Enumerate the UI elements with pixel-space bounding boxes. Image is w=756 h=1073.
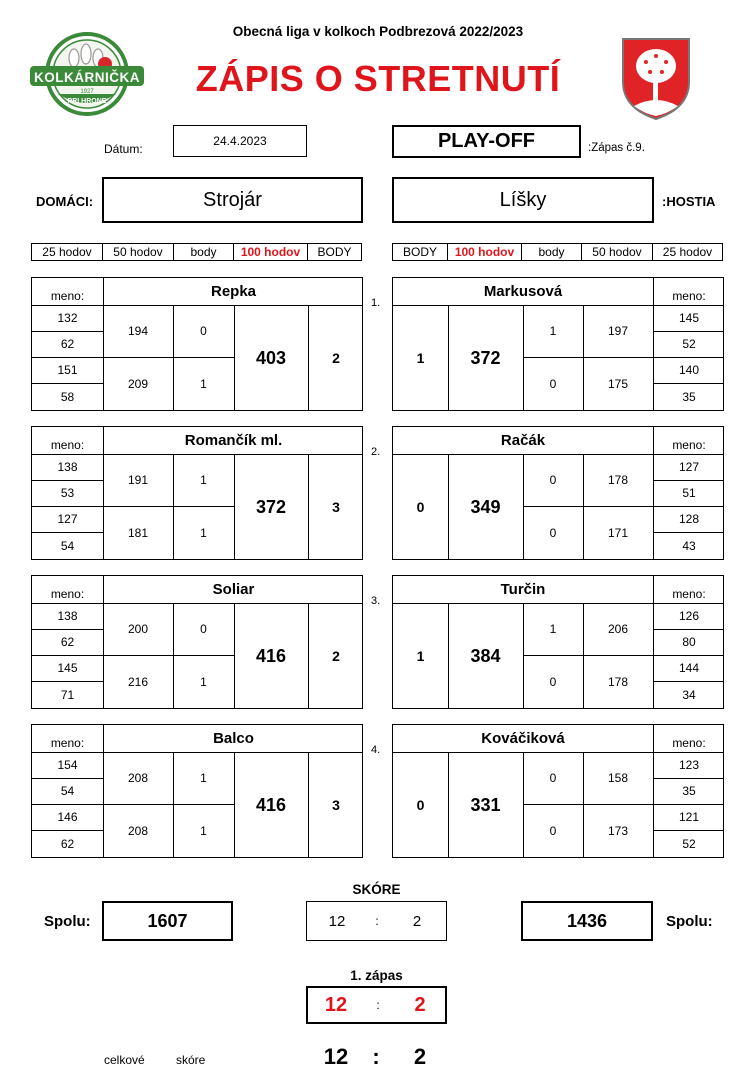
away-total-100: 349 (470, 496, 501, 517)
set-points: 1 (549, 324, 557, 338)
score-25-hodov: 53 (60, 486, 75, 500)
overall-label-1: celkové (104, 1053, 145, 1067)
home-total-100: 416 (255, 794, 287, 815)
league-title: Obecná liga v kolkoch Podbrezová 2022/2023 (232, 24, 524, 39)
score-25-hodov: 62 (60, 635, 75, 649)
set-points: 0 (200, 324, 207, 338)
score-50-hodov: 209 (127, 377, 149, 391)
score-25-hodov: 58 (60, 390, 75, 404)
home-body: 2 (332, 350, 340, 366)
away-total-100: 384 (470, 645, 501, 666)
score-50-hodov: 191 (127, 473, 149, 487)
score-25-hodov: 52 (682, 337, 696, 351)
away-body: 0 (416, 797, 425, 813)
score-25-hodov: 62 (60, 837, 75, 851)
score-25-hodov: 51 (682, 486, 696, 500)
away-grand-total: 1436 (521, 901, 653, 941)
away-total-100: 331 (470, 794, 501, 815)
away-player-name: Turčin (500, 581, 546, 598)
score-25-hodov: 35 (682, 390, 696, 404)
set-points: 1 (200, 377, 207, 391)
set-points: 1 (200, 824, 207, 838)
meno-label: meno: (672, 288, 706, 303)
away-spolu-label: Spolu: (666, 913, 713, 930)
page-title: ZÁPIS O STRETNUTÍ (195, 58, 561, 99)
home-player-card (31, 277, 363, 411)
home-total-100: 372 (255, 496, 287, 517)
date-value: 24.4.2023 (173, 125, 307, 157)
score-25-hodov: 144 (678, 661, 700, 675)
duel-number: 2. (371, 446, 381, 458)
home-total-100: 403 (255, 347, 287, 368)
kolkarnicka-logo (28, 28, 146, 120)
score-25-hodov: 80 (682, 635, 696, 649)
home-player-name: Repka (210, 283, 257, 300)
overall-home: 12 (323, 1044, 349, 1069)
score-50-hodov: 200 (127, 622, 149, 636)
first-match-colon: : (376, 998, 380, 1012)
score-25-hodov: 127 (678, 460, 700, 474)
away-team-name: Líšky (392, 177, 654, 223)
set-points: 1 (200, 771, 207, 785)
overall-label-2: skóre (176, 1053, 206, 1067)
logo-year: 1927 (80, 89, 94, 95)
score-50-hodov: 194 (127, 324, 149, 338)
score-25-hodov: 62 (60, 337, 75, 351)
meno-label: meno: (672, 586, 706, 601)
set-points: 0 (549, 771, 557, 785)
header-body: body (173, 243, 234, 261)
overall-colon: : (372, 1044, 380, 1069)
logo-text: KOLKÁRNIČKA (34, 69, 140, 85)
score-25-hodov: 123 (678, 758, 700, 772)
set-points: 0 (549, 675, 557, 689)
meno-label: meno: (50, 586, 85, 601)
score-25-hodov: 121 (678, 810, 700, 824)
home-body: 3 (332, 797, 340, 813)
score-25-hodov: 145 (57, 661, 78, 675)
score-50-hodov: 178 (607, 675, 629, 689)
header-50-hodov: 50 hodov (581, 243, 653, 261)
home-label: DOMÁCI: (36, 194, 94, 209)
home-body: 3 (332, 499, 340, 515)
header-25-hodov: 25 hodov (652, 243, 723, 261)
score-25-hodov: 126 (678, 609, 700, 623)
away-player-name: Kováčiková (481, 730, 565, 747)
header-100-hodov: 100 hodov (447, 243, 522, 261)
duel-number: 4. (371, 744, 381, 756)
score-25-hodov: 138 (57, 460, 78, 474)
first-match-away: 2 (414, 993, 426, 1016)
phase-box: PLAY-OFF (392, 125, 581, 158)
score-25-hodov: 127 (57, 512, 78, 526)
meno-label: meno: (672, 437, 706, 452)
score-25-hodov: 43 (682, 539, 696, 553)
home-grand-total: 1607 (102, 901, 233, 941)
home-team-name: Strojár (102, 177, 363, 223)
coat-of-arms-icon (620, 36, 692, 122)
away-player-name: Markusová (483, 283, 563, 300)
away-player-name: Račák (500, 432, 546, 449)
meno-label: meno: (50, 288, 85, 303)
away-player-card (392, 426, 724, 560)
set-points: 0 (549, 526, 557, 540)
set-points: 0 (549, 473, 557, 487)
duel-number: 1. (371, 297, 381, 309)
set-points: 0 (200, 622, 207, 636)
score-25-hodov: 138 (57, 609, 78, 623)
score-25-hodov: 140 (678, 363, 700, 377)
score-50-hodov: 216 (127, 675, 149, 689)
header-body: body (521, 243, 582, 261)
home-player-card (31, 724, 363, 858)
header-25-hodov: 25 hodov (31, 243, 103, 261)
home-spolu-label: Spolu: (44, 913, 91, 930)
set-points: 1 (200, 675, 207, 689)
score-50-hodov: 208 (127, 824, 149, 838)
meno-label: meno: (50, 735, 85, 750)
first-match-label: 1. zápas (350, 967, 403, 983)
first-match-home: 12 (324, 993, 348, 1016)
set-points: 0 (549, 377, 557, 391)
away-body: 1 (416, 350, 425, 366)
home-body: 2 (332, 648, 340, 664)
away-label: :HOSTIA (662, 194, 716, 209)
home-total-100: 416 (255, 645, 287, 666)
away-player-card (392, 724, 724, 858)
score-50-hodov: 197 (607, 324, 629, 338)
away-body: 0 (416, 499, 425, 515)
score-25-hodov: 35 (682, 784, 696, 798)
logo-sub: PRI HRONE (67, 98, 107, 105)
home-player-name: Soliar (212, 581, 255, 598)
header-body-total: BODY (307, 243, 362, 261)
header-100-hodov: 100 hodov (233, 243, 308, 261)
away-player-card (392, 277, 724, 411)
score-25-hodov: 146 (57, 810, 78, 824)
away-player-card (392, 575, 724, 709)
score-colon: : (375, 914, 379, 928)
score-25-hodov: 132 (57, 311, 78, 325)
score-25-hodov: 128 (678, 512, 700, 526)
meno-label: meno: (50, 437, 85, 452)
set-points: 1 (200, 473, 207, 487)
home-column-headers (31, 243, 362, 261)
set-points: 1 (200, 526, 207, 540)
home-player-card (31, 575, 363, 709)
score-away: 2 (412, 912, 422, 930)
away-column-headers (392, 243, 723, 261)
header-body-total: BODY (392, 243, 448, 261)
score-50-hodov: 173 (607, 824, 629, 838)
score-25-hodov: 52 (682, 837, 696, 851)
score-25-hodov: 151 (57, 363, 78, 377)
score-50-hodov: 181 (127, 526, 149, 540)
date-label: Dátum: (104, 142, 143, 156)
score-50-hodov: 158 (607, 771, 629, 785)
score-25-hodov: 145 (678, 311, 700, 325)
match-number: :Zápas č.9. (588, 142, 645, 154)
score-25-hodov: 54 (60, 784, 75, 798)
score-50-hodov: 206 (607, 622, 629, 636)
meno-label: meno: (672, 735, 706, 750)
score-25-hodov: 34 (682, 688, 696, 702)
score-50-hodov: 175 (607, 377, 629, 391)
set-points: 1 (549, 622, 557, 636)
score-50-hodov: 208 (127, 771, 149, 785)
set-points: 0 (549, 824, 557, 838)
score-50-hodov: 178 (607, 473, 629, 487)
score-label: SKÓRE (352, 881, 401, 897)
score-50-hodov: 171 (607, 526, 629, 540)
overall-away: 2 (413, 1044, 427, 1069)
home-player-card (31, 426, 363, 560)
score-25-hodov: 71 (60, 688, 75, 702)
score-25-hodov: 54 (60, 539, 75, 553)
away-body: 1 (416, 648, 425, 664)
header-50-hodov: 50 hodov (102, 243, 174, 261)
home-player-name: Balco (213, 730, 254, 747)
away-total-100: 372 (470, 347, 501, 368)
duel-number: 3. (371, 595, 381, 607)
score-home: 12 (328, 912, 346, 930)
first-match-box (306, 986, 447, 1024)
score-box (306, 901, 447, 941)
score-25-hodov: 154 (57, 758, 78, 772)
home-player-name: Romančík ml. (184, 432, 283, 449)
